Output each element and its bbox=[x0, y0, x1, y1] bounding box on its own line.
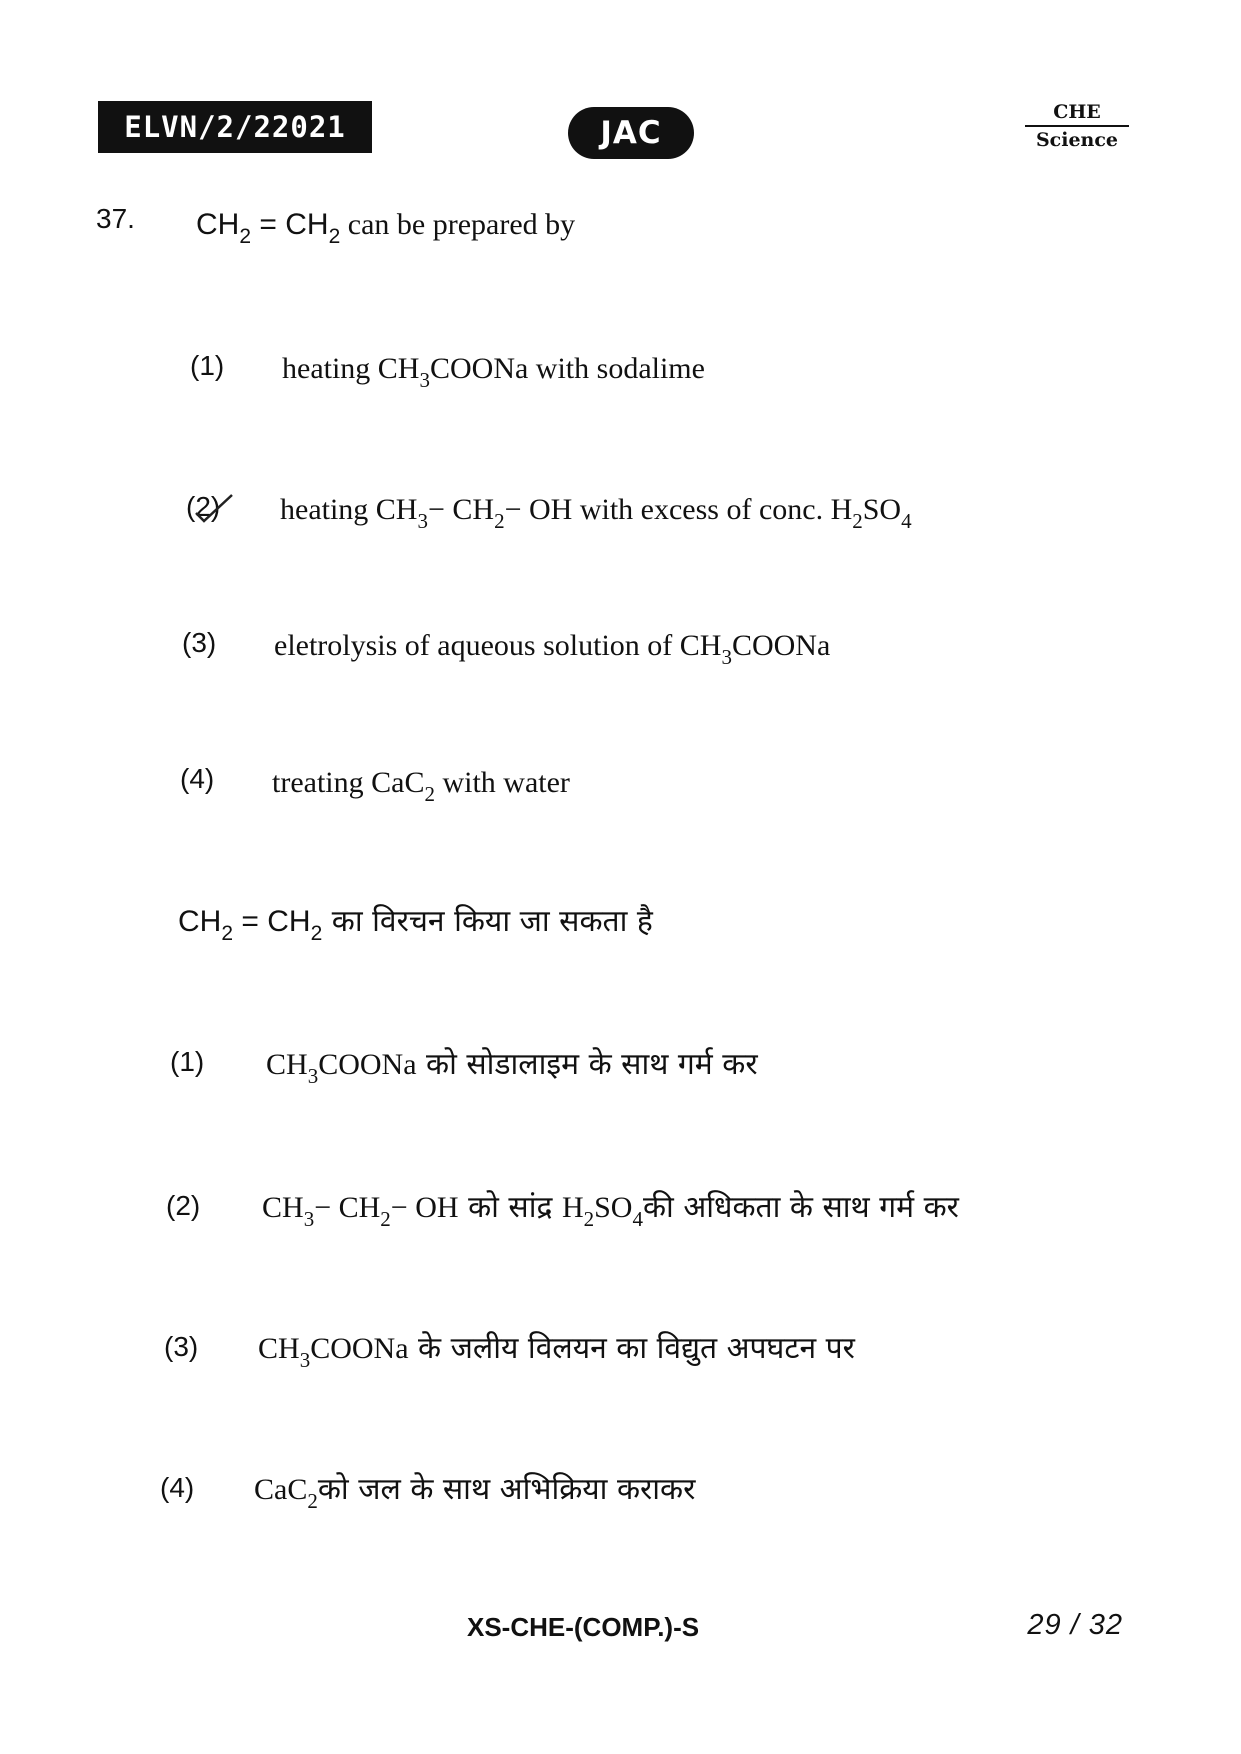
option-text: SO bbox=[594, 1191, 633, 1224]
formula-text: CH bbox=[285, 208, 329, 241]
option-text: को जल के साथ अभिक्रिया कराकर bbox=[317, 1472, 696, 1507]
subscript: 3 bbox=[417, 509, 428, 533]
formula-text: CH bbox=[267, 905, 311, 938]
subscript: 2 bbox=[852, 509, 863, 533]
subscript: 3 bbox=[303, 1207, 315, 1231]
option-text: − OH bbox=[390, 1191, 459, 1224]
option-number: (1) bbox=[170, 1046, 205, 1077]
handwritten-tick-icon bbox=[194, 493, 234, 523]
option-text: − CH bbox=[427, 493, 495, 526]
question-number: 37. bbox=[96, 203, 135, 234]
subject-label bbox=[1025, 101, 1129, 153]
subject-name: Science bbox=[1035, 129, 1119, 151]
option-text: CH bbox=[258, 1332, 300, 1365]
equals-sign: = bbox=[251, 208, 286, 241]
option-text: CH bbox=[262, 1191, 304, 1224]
subscript: 3 bbox=[419, 368, 430, 392]
option-number: (4) bbox=[180, 763, 215, 794]
subscript: 2 bbox=[380, 1207, 391, 1231]
option-number: (2) bbox=[186, 491, 221, 522]
subscript: 2 bbox=[221, 922, 234, 945]
subscript: 2 bbox=[239, 225, 252, 248]
subscript: 2 bbox=[310, 922, 323, 945]
option-text: H bbox=[561, 1191, 584, 1224]
option-2-hindi bbox=[262, 1188, 959, 1231]
option-3-hindi bbox=[258, 1329, 855, 1372]
subscript: 2 bbox=[424, 782, 435, 806]
subscript: 4 bbox=[632, 1207, 643, 1231]
option-1-english bbox=[282, 349, 705, 392]
subscript: 3 bbox=[299, 1348, 311, 1372]
question-stem-english bbox=[196, 205, 576, 248]
option-text: COONa bbox=[318, 1048, 417, 1081]
option-text: COONa bbox=[310, 1332, 409, 1365]
subscript: 2 bbox=[583, 1207, 595, 1231]
subscript: 4 bbox=[901, 509, 912, 533]
formula-text: CH bbox=[178, 905, 222, 938]
page-number: 29 / 32 bbox=[1027, 1609, 1123, 1641]
option-3-english bbox=[274, 626, 831, 669]
stem-text: can be prepared by bbox=[340, 208, 576, 241]
option-4-hindi bbox=[254, 1470, 696, 1513]
question-stem-hindi bbox=[178, 902, 653, 945]
paper-code-label: ELVN/2/22021 bbox=[98, 101, 372, 153]
board-badge: JAC bbox=[568, 107, 694, 159]
subscript: 3 bbox=[307, 1064, 319, 1088]
option-text: − OH with excess of conc. H bbox=[504, 493, 853, 526]
option-text: heating CH bbox=[280, 493, 418, 526]
option-4-english bbox=[272, 763, 570, 806]
formula-text: CH bbox=[196, 208, 240, 241]
option-text: COONa bbox=[731, 629, 831, 662]
subscript: 2 bbox=[328, 225, 341, 248]
option-text: SO bbox=[862, 493, 902, 526]
option-text: with water bbox=[434, 766, 570, 799]
option-number: (2) bbox=[166, 1190, 201, 1221]
option-text: − CH bbox=[314, 1191, 381, 1224]
option-number: (3) bbox=[164, 1331, 199, 1362]
option-text: COONa with sodalime bbox=[429, 352, 705, 385]
option-text: CaC bbox=[254, 1473, 308, 1506]
option-1-hindi bbox=[266, 1045, 758, 1088]
option-text: treating CaC bbox=[272, 766, 425, 799]
subscript: 3 bbox=[721, 645, 732, 669]
footer-paper-code: XS-CHE-(COMP.)-S bbox=[467, 1612, 700, 1642]
option-text: heating CH bbox=[282, 352, 420, 385]
subject-code: CHE bbox=[1025, 101, 1129, 127]
subscript: 2 bbox=[494, 509, 505, 533]
option-text: को सोडालाइम के साथ गर्म कर bbox=[416, 1047, 758, 1082]
option-number: (3) bbox=[182, 627, 217, 658]
option-text: के जलीय विलयन का विद्युत अपघटन पर bbox=[408, 1331, 855, 1366]
option-number: (1) bbox=[190, 350, 225, 381]
option-text: की अधिकता के साथ गर्म कर bbox=[642, 1190, 959, 1225]
option-text: eletrolysis of aqueous solution of CH bbox=[274, 629, 722, 662]
stem-text: का विरचन किया जा सकता है bbox=[322, 904, 653, 939]
option-text: को सांद्र bbox=[458, 1190, 562, 1225]
option-number: (4) bbox=[160, 1472, 195, 1503]
subscript: 2 bbox=[307, 1489, 318, 1513]
option-text: CH bbox=[266, 1048, 308, 1081]
option-2-english bbox=[280, 490, 912, 533]
equals-sign: = bbox=[233, 905, 268, 938]
